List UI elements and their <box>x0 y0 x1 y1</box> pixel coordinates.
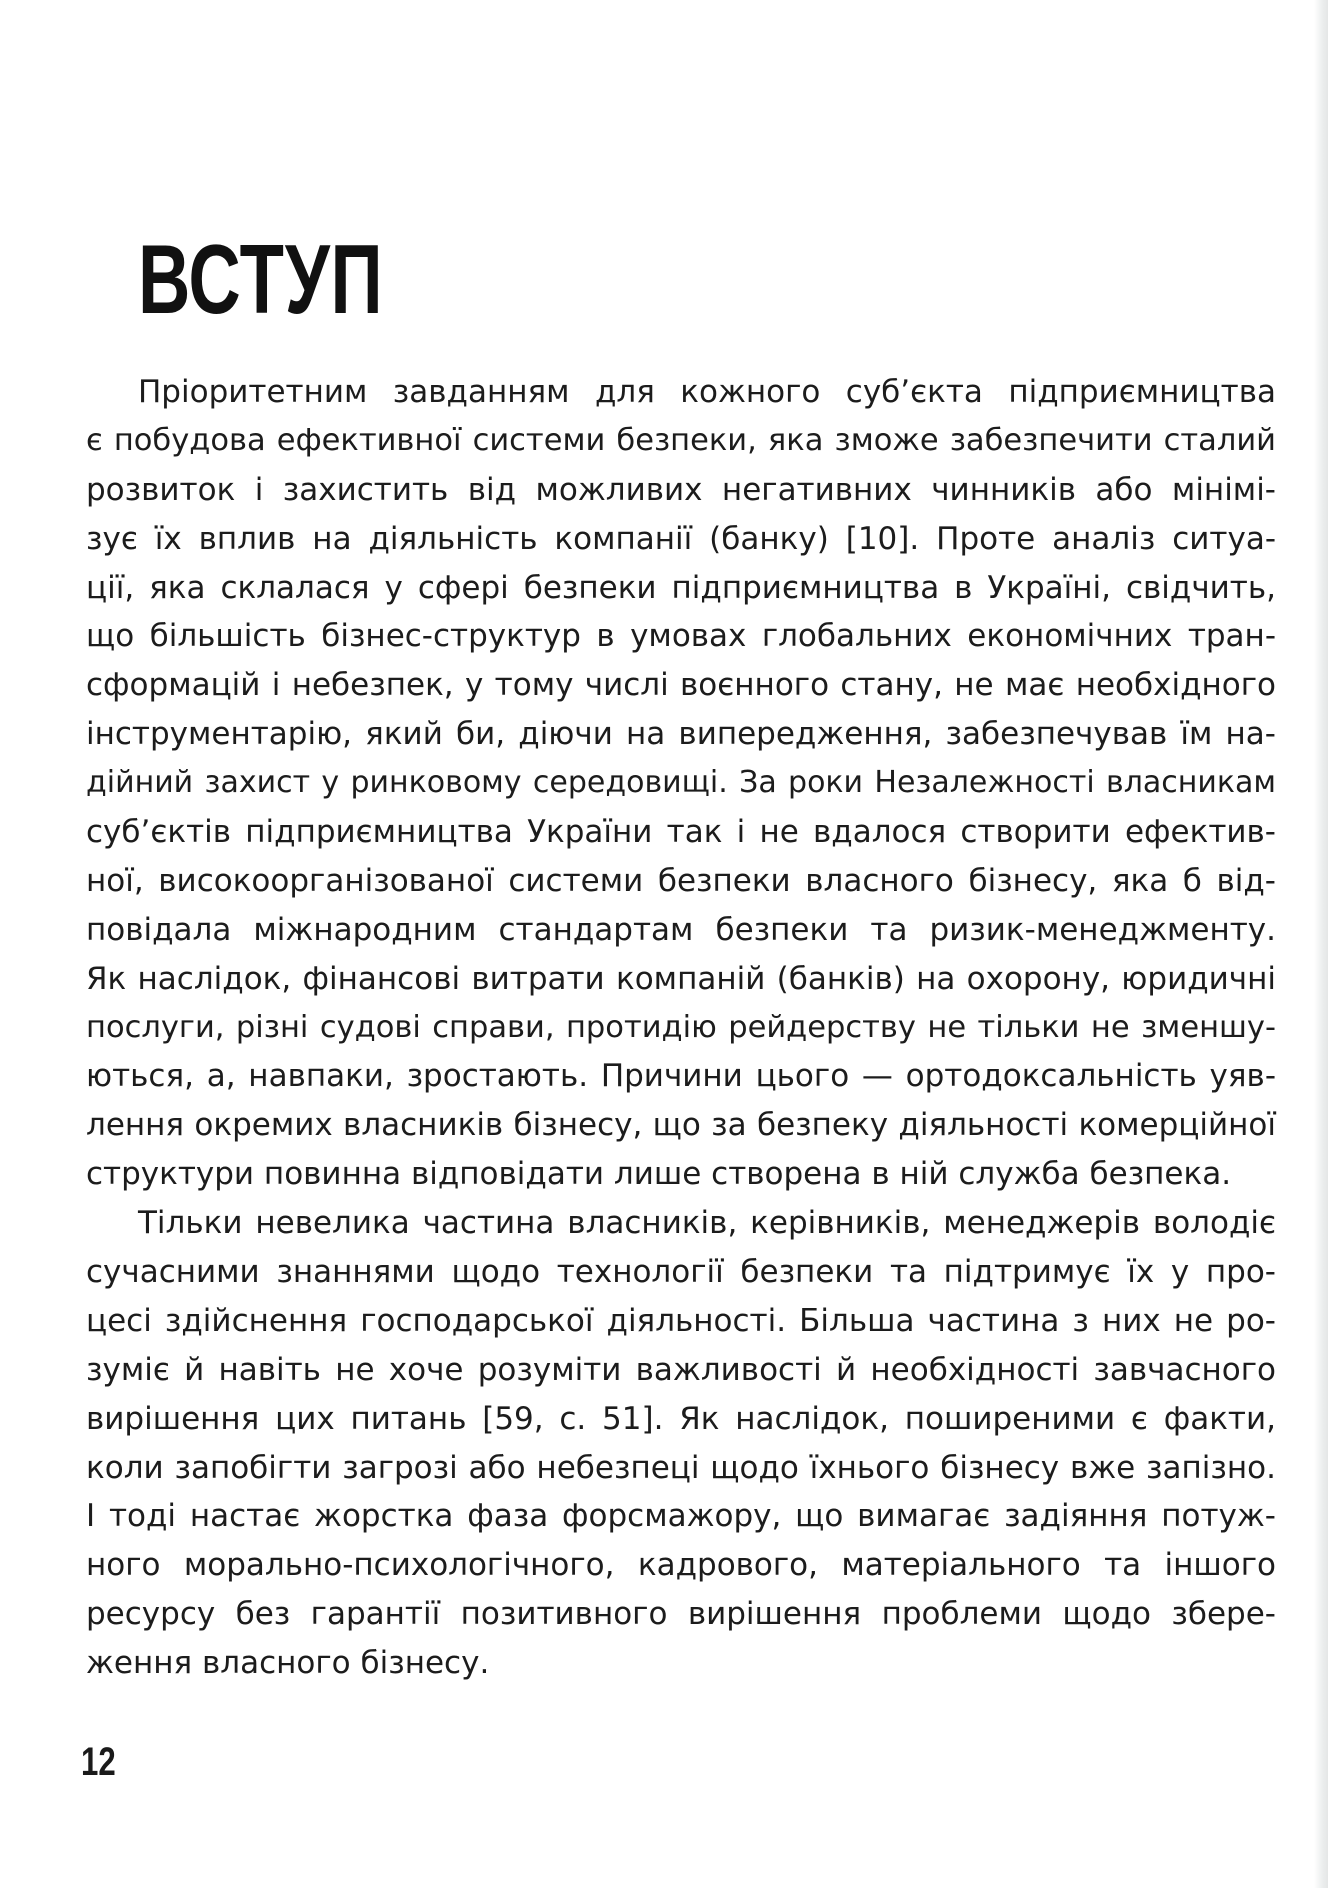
text-line: цесі здійснення господарської діяльності. Більша частина з них не ро- <box>86 1302 1276 1339</box>
text-line: розвиток і захистить від можливих негативних чинників або мінімі- <box>86 471 1276 508</box>
text-line: послуги, різні судові справи, протидію рейдерству не тільки не зменшу- <box>86 1009 1276 1045</box>
body-text <box>86 368 1276 1688</box>
text-line: зуміє й навіть не хоче розуміти важливості й необхідності завчасного <box>86 1351 1276 1388</box>
text-line: ються, а, навпаки, зростають. Причини цього — ортодоксальність уяв- <box>86 1058 1276 1095</box>
text-line: що більшість бізнес-структур в умовах глобальних економічних тран- <box>86 618 1276 655</box>
text-line: Тільки невелика частина власників, керівників, менеджерів володіє <box>138 1205 1276 1242</box>
text-line: структури повинна відповідати лише створена в ній служба безпека. <box>86 1156 1232 1193</box>
text-line: сформацій і небезпек, у тому числі воєнного стану, не має необхідного <box>86 667 1276 704</box>
page-edge-shadow <box>1314 0 1328 1888</box>
text-line: ного морально-психологічного, кадрового, матеріального та іншого <box>86 1547 1276 1584</box>
text-line: є побудова ефективної системи безпеки, яка зможе забезпечити сталий <box>86 422 1276 458</box>
text-line: Пріоритетним завданням для кожного суб’єкта підприємництва <box>138 374 1276 410</box>
text-line: суб’єктів підприємництва України так і не вдалося створити ефектив- <box>86 814 1276 851</box>
text-line: лення окремих власників бізнесу, що за безпеку діяльності комерційної <box>86 1107 1276 1144</box>
text-line: сучасними знаннями щодо технології безпеки та підтримує їх у про- <box>86 1254 1276 1291</box>
paragraph-1 <box>86 368 1276 1199</box>
text-line: коли запобігти загрозі або небезпеці щодо їхнього бізнесу вже запізно. <box>86 1449 1276 1486</box>
text-line: вирішення цих питань [59, с. 51]. Як наслідок, поширеними є факти, <box>86 1400 1276 1437</box>
paragraph-2 <box>86 1199 1276 1688</box>
text-line: повідала міжнародним стандартам безпеки та ризик-менеджменту. <box>86 911 1276 948</box>
chapter-heading: ВСТУП <box>138 224 384 334</box>
text-line: зує їх вплив на діяльність компанії (банку) [10]. Проте аналіз ситуа- <box>86 520 1276 557</box>
text-line: ження власного бізнесу. <box>86 1645 490 1682</box>
text-line: ної, високоорганізованої системи безпеки власного бізнесу, яка б від- <box>86 862 1276 899</box>
page-number: 12 <box>81 1740 116 1784</box>
text-line: І тоді настає жорстка фаза форсмажору, що вимагає задіяння потуж- <box>86 1498 1276 1535</box>
text-line: ресурсу без гарантії позитивного вирішення проблеми щодо збере- <box>86 1596 1276 1633</box>
text-line: ції, яка склалася у сфері безпеки підприємництва в Україні, свідчить, <box>86 569 1276 606</box>
text-line: Як наслідок, фінансові витрати компаній (банків) на охорону, юридичні <box>86 960 1276 997</box>
text-line: інструментарію, який би, діючи на випередження, забезпечував їм на- <box>86 716 1276 753</box>
text-line: дійний захист у ринковому середовищі. За роки Незалежності власникам <box>86 765 1276 801</box>
